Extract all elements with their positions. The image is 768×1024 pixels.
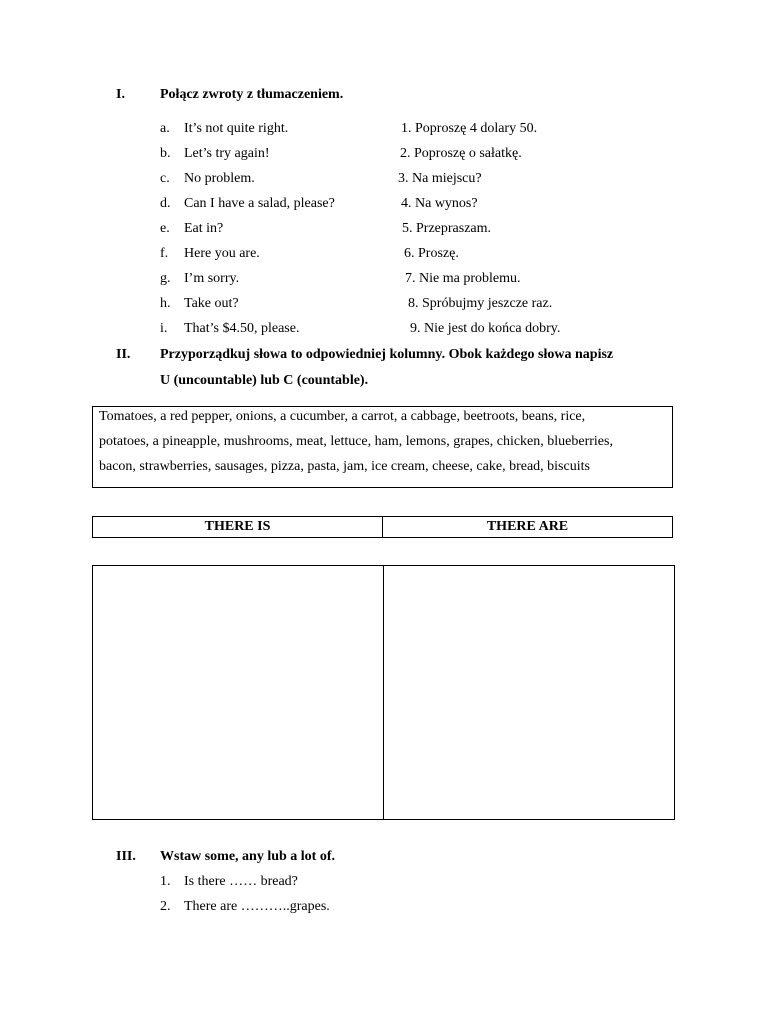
list-item: Eat in? [184,221,224,236]
answer-columns-table [92,565,675,820]
list-item: Here you are. [184,246,260,261]
list-item-letter: c. [160,171,170,186]
list-item-letter: d. [160,196,171,211]
there-is-answer-cell[interactable] [93,566,382,819]
list-item: It’s not quite right. [184,121,289,136]
list-item: No problem. [184,171,255,186]
there-are-answer-cell[interactable] [384,566,674,819]
list-item-letter: b. [160,146,171,161]
section-3-number: III. [116,849,136,864]
list-item: Is there …… bread? [184,874,298,889]
section-2-title-line-1: Przyporządkuj słowa to odpowiedniej kolumny. Obok każdego słowa napisz [160,347,614,362]
list-item: 4. Na wynos? [401,196,478,211]
list-item: 3. Na miejscu? [398,171,482,186]
list-item-letter: f. [160,246,169,261]
list-item: Can I have a salad, please? [184,196,335,211]
section-1-number: I. [116,87,125,102]
list-item-number: 1. [160,874,171,889]
list-item-letter: i. [160,321,168,336]
list-item: 8. Spróbujmy jeszcze raz. [408,296,553,311]
list-item: 2. Poproszę o sałatkę. [400,146,522,161]
section-2-title-line-2: U (uncountable) lub C (countable). [160,373,369,388]
column-header-there-is: THERE IS [204,519,271,534]
list-item-letter: h. [160,296,171,311]
list-item-number: 2. [160,899,171,914]
list-item: 6. Proszę. [404,246,459,261]
columns-header-table [92,516,673,538]
section-3-title: Wstaw some, any lub a lot of. [160,849,336,864]
list-item: 1. Poproszę 4 dolary 50. [401,121,538,136]
list-item: 9. Nie jest do końca dobry. [410,321,561,336]
word-bank-line-2: potatoes, a pineapple, mushrooms, meat, lettuce, ham, lemons, grapes, chicken, blueberries, [99,434,613,449]
list-item-letter: e. [160,221,170,236]
column-header-there-are: THERE ARE [486,519,569,534]
list-item: Take out? [184,296,239,311]
list-item: Let’s try again! [184,146,270,161]
section-1-title: Połącz zwroty z tłumaczeniem. [160,87,344,102]
word-bank-line-3: bacon, strawberries, sausages, pizza, pasta, jam, ice cream, cheese, cake, bread, biscuits [99,459,590,474]
list-item-letter: a. [160,121,170,136]
list-item: There are ………..grapes. [184,899,330,914]
word-bank-box [92,406,673,488]
word-bank-line-1: Tomatoes, a red pepper, onions, a cucumber, a carrot, a cabbage, beetroots, beans, rice, [99,409,586,424]
list-item: I’m sorry. [184,271,240,286]
list-item-letter: g. [160,271,171,286]
list-item: That’s $4.50, please. [184,321,300,336]
section-2-number: II. [116,347,131,362]
list-item: 5. Przepraszam. [402,221,492,236]
list-item: 7. Nie ma problemu. [405,271,521,286]
